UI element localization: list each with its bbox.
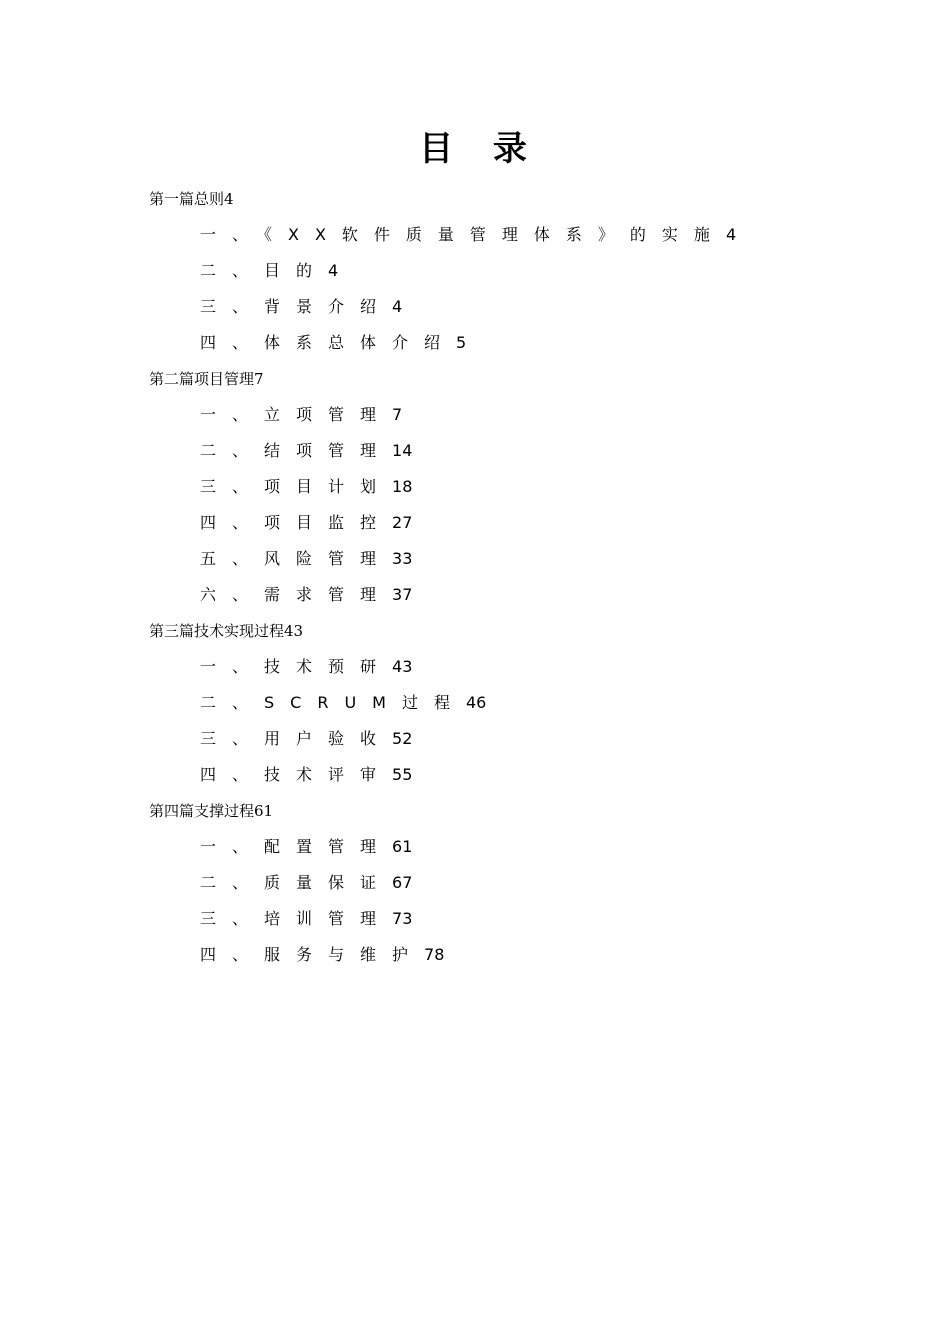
toc-entry-page: 27 [392,513,413,532]
table-of-contents [149,181,849,973]
toc-entry-label: 二、结项管理 [200,441,393,460]
toc-entry-label: 三、背景介绍 [200,297,393,316]
toc-entry-page: 4 [392,297,403,316]
toc-entry[interactable] [149,397,849,433]
toc-entry-page: 5 [456,333,467,352]
toc-entry-page: 61 [392,837,413,856]
toc-entry[interactable] [149,865,849,901]
toc-entry-label: 二、质量保证 [200,873,393,892]
toc-entry-page: 14 [392,441,413,460]
toc-entry-label: 四、技术评审 [200,765,393,784]
page-title: 目 录 [419,129,541,169]
toc-entry-label: 四、服务与维护 [200,945,425,964]
toc-entry-label: 四、项目监控 [200,513,393,532]
toc-entry-label: 六、需求管理 [200,585,393,604]
toc-entry-page: 33 [392,549,413,568]
toc-entry[interactable] [149,577,849,613]
toc-entry[interactable] [149,217,849,253]
toc-entry-page: 18 [392,477,413,496]
toc-entry[interactable] [149,325,849,361]
toc-entry-page: 4 [328,261,339,280]
toc-entry[interactable] [149,829,849,865]
toc-entry-label: 二、SCRUM过程 [200,693,466,712]
toc-entry[interactable] [149,469,849,505]
toc-entry-label: 一、《XX软件质量管理体系》的实施 [200,225,726,244]
toc-entry-label: 二、目的 [200,261,329,280]
toc-part-3[interactable]: 第三篇技术实现过程43 [149,622,304,640]
toc-entry[interactable] [149,685,849,721]
toc-entry-page: 73 [392,909,413,928]
toc-entry-label: 三、培训管理 [200,909,393,928]
toc-entry[interactable] [149,541,849,577]
toc-entry-label: 一、配置管理 [200,837,393,856]
toc-entry-label: 一、技术预研 [200,657,393,676]
toc-part-1[interactable]: 第一篇总则4 [149,190,234,208]
toc-part-2[interactable]: 第二篇项目管理7 [149,370,264,388]
toc-entry-page: 37 [392,585,413,604]
toc-entry-label: 一、立项管理 [200,405,393,424]
toc-entry-page: 43 [392,657,413,676]
toc-entry-page: 67 [392,873,413,892]
toc-entry-page: 78 [424,945,445,964]
toc-entry[interactable] [149,721,849,757]
toc-entry[interactable] [149,289,849,325]
toc-entry-label: 三、项目计划 [200,477,393,496]
toc-part-4[interactable]: 第四篇支撑过程61 [149,802,274,820]
toc-entry-page: 7 [392,405,403,424]
toc-entry-label: 四、体系总体介绍 [200,333,457,352]
toc-entry-label: 五、风险管理 [200,549,393,568]
toc-entry-label: 三、用户验收 [200,729,393,748]
toc-entry[interactable] [149,505,849,541]
toc-entry-page: 52 [392,729,413,748]
toc-entry[interactable] [149,901,849,937]
toc-entry[interactable] [149,649,849,685]
toc-entry-page: 4 [725,225,737,244]
toc-entry[interactable] [149,937,849,973]
toc-entry-page: 55 [392,765,413,784]
toc-entry[interactable] [149,757,849,793]
toc-entry[interactable] [149,433,849,469]
toc-entry-page: 46 [465,693,487,712]
toc-entry[interactable] [149,253,849,289]
